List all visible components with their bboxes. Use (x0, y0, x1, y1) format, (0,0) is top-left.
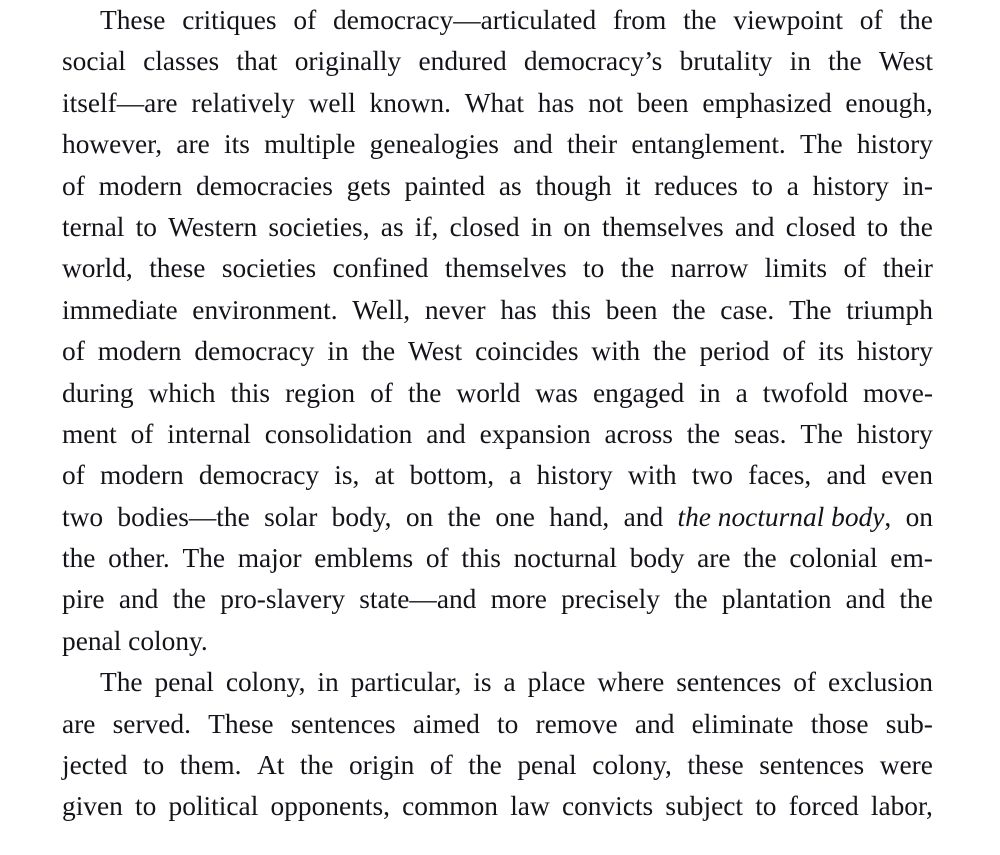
text-line: of modern democracies gets painted as though it reduces to a history in- (62, 170, 933, 201)
text-line: The penal colony, in particular, is a place where sentences of exclusion (100, 667, 933, 698)
text-line: are served. These sentences aimed to remove and eliminate those sub- (62, 708, 933, 739)
text-line: given to political opponents, common law convicts subject to forced labor, (62, 791, 933, 822)
text-line: ternal to Western societies, as if, closed in on themselves and closed to the (62, 211, 933, 242)
text-line: during which this region of the world was engaged in a twofold move- (62, 377, 933, 408)
text-line: of modern democracy is, at bottom, a history with two faces, and even (62, 460, 933, 491)
text-line: social classes that originally endured democracy’s brutality in the West (62, 46, 933, 77)
text-line: pire and the pro-slavery state—and more precisely the plantation and the (62, 584, 933, 615)
text-line: immediate environment. Well, never has this been the case. The triumph (62, 294, 933, 325)
text-line: however, are its multiple genealogies and their entanglement. The history (62, 129, 933, 160)
text-line: world, these societies confined themselves to the narrow limits of their (62, 253, 933, 284)
text-line: penal colony. (62, 625, 208, 656)
body-text-column (62, 0, 933, 828)
text-line: itself—are relatively well known. What has not been emphasized enough, (62, 87, 933, 118)
text-line: the other. The major emblems of this nocturnal body are the colonial em- (62, 543, 933, 574)
text-line: of modern democracy in the West coincides with the period of its history (62, 336, 933, 367)
text-line: These critiques of democracy—articulated from the viewpoint of the (100, 5, 933, 35)
text-line: ment of internal consolidation and expansion across the seas. The history (62, 418, 933, 449)
text-line: two bodies—the solar body, on the one hand, and the nocturnal body, on (62, 501, 933, 532)
text-line: jected to them. At the origin of the penal colony, these sentences were (62, 750, 933, 781)
